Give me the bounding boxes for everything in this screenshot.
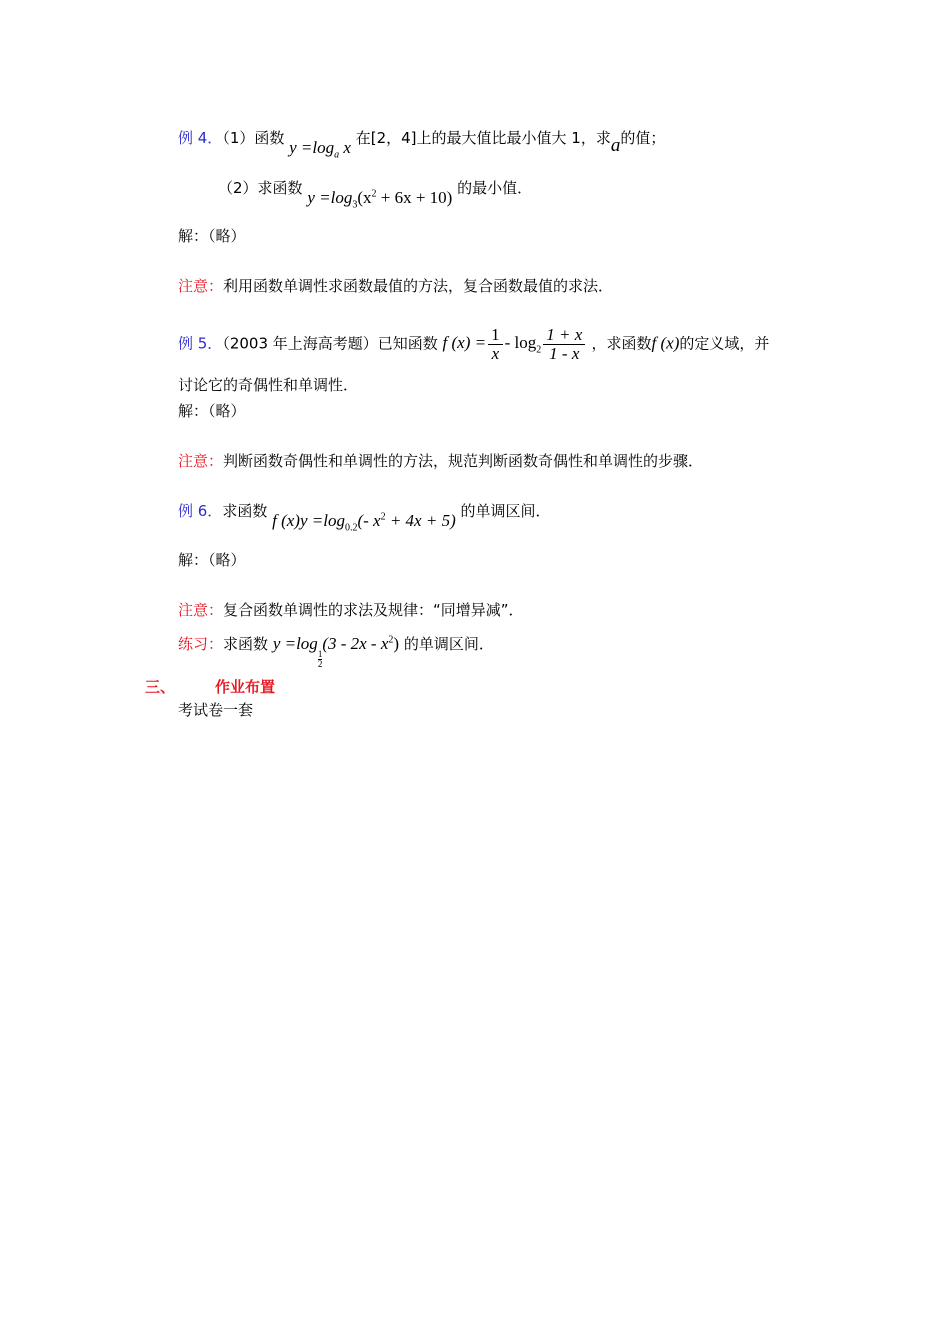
example-5-mid: ，求函数 — [591, 334, 652, 353]
note-label: 注意： — [178, 277, 224, 295]
section-3-title: 作业布置 — [215, 678, 276, 696]
example-6-note — [178, 600, 524, 620]
practice-prefix: 求函数 — [223, 635, 269, 653]
example-4-label: 例 4． — [178, 129, 223, 147]
example-6 — [178, 501, 551, 534]
fraction-log-argument: $\frac{1 + x}{1 - x}$ — [543, 326, 585, 363]
example-4-part-1-end: 的值； — [620, 129, 666, 147]
example-6-formula: f $(x)y =\log_{0.2}(-$ $x^2 + 4x + 5$) — [272, 511, 456, 534]
practice-label: 练习： — [178, 635, 224, 653]
example-5-prefix: （2003 年上海高考题）已知函数 — [222, 334, 438, 353]
example-6-end: 的单调区间． — [460, 502, 551, 520]
example-5-solution: 解：（略） — [178, 402, 246, 420]
practice — [178, 634, 494, 669]
note-text: 判断函数奇偶性和单调性的方法，规范判断函数奇偶性和单调性的步骤． — [223, 452, 704, 470]
example-6-solution: 解：（略） — [178, 551, 246, 569]
example-6-prefix: 求函数 — [222, 502, 268, 520]
note-text: 利用函数单调性求函数最值的方法，复合函数最值的求法． — [223, 277, 614, 295]
example-4-part-1-prefix: （1）函数 — [222, 129, 285, 147]
example-4-part-2-prefix: （2）求函数 — [218, 179, 303, 197]
note-label: 注意： — [178, 601, 224, 619]
note-text: 复合函数单调性的求法及规律：“同增异减”． — [223, 601, 524, 619]
practice-end: 的单调区间． — [403, 635, 494, 653]
example-4-note — [178, 276, 613, 296]
variable-a: a — [610, 135, 621, 156]
example-5-line-2: 讨论它的奇偶性和单调性． — [178, 376, 359, 394]
example-4-formula-1: $y =\log_a$ x — [289, 138, 351, 161]
example-4-part-1 — [178, 128, 666, 161]
example-4-part-1-mid: 在[2，4]上的最大值比最小值大 1，求 — [355, 129, 611, 147]
example-4-part-2 — [218, 178, 533, 211]
example-5-label: 例 5． — [178, 334, 223, 353]
note-label: 注意： — [178, 452, 224, 470]
fraction-one-over-x: $\frac{1}{x}$ — [488, 326, 503, 363]
example-6-label: 例 6． — [178, 502, 223, 520]
example-4-part-2-end: 的最小值． — [457, 179, 533, 197]
section-3-heading — [145, 676, 275, 697]
example-4-solution: 解：（略） — [178, 227, 246, 245]
example-5-end: 的定义域，并 — [679, 334, 770, 353]
example-5-note — [178, 451, 703, 471]
example-5-line-1 — [178, 326, 769, 363]
example-4-formula-2: $y =\log_3(x^2 + 6x + 10)$ — [307, 188, 453, 211]
practice-formula: y =log $\frac{1}{2}$ $(3 - 2x - x^2)$ — [272, 634, 400, 669]
section-3-number: 三、 — [145, 678, 176, 696]
example-5-formula: f (x) = $\frac{1}{x}$ - $\log_2$ $\frac{1 + x}{1 - x}$ — [443, 333, 592, 352]
section-3-body: 考试卷一套 — [178, 701, 254, 719]
half-subscript: $\frac{1}{2}$ — [317, 649, 323, 669]
example-5-f: f (x) — [651, 333, 680, 353]
